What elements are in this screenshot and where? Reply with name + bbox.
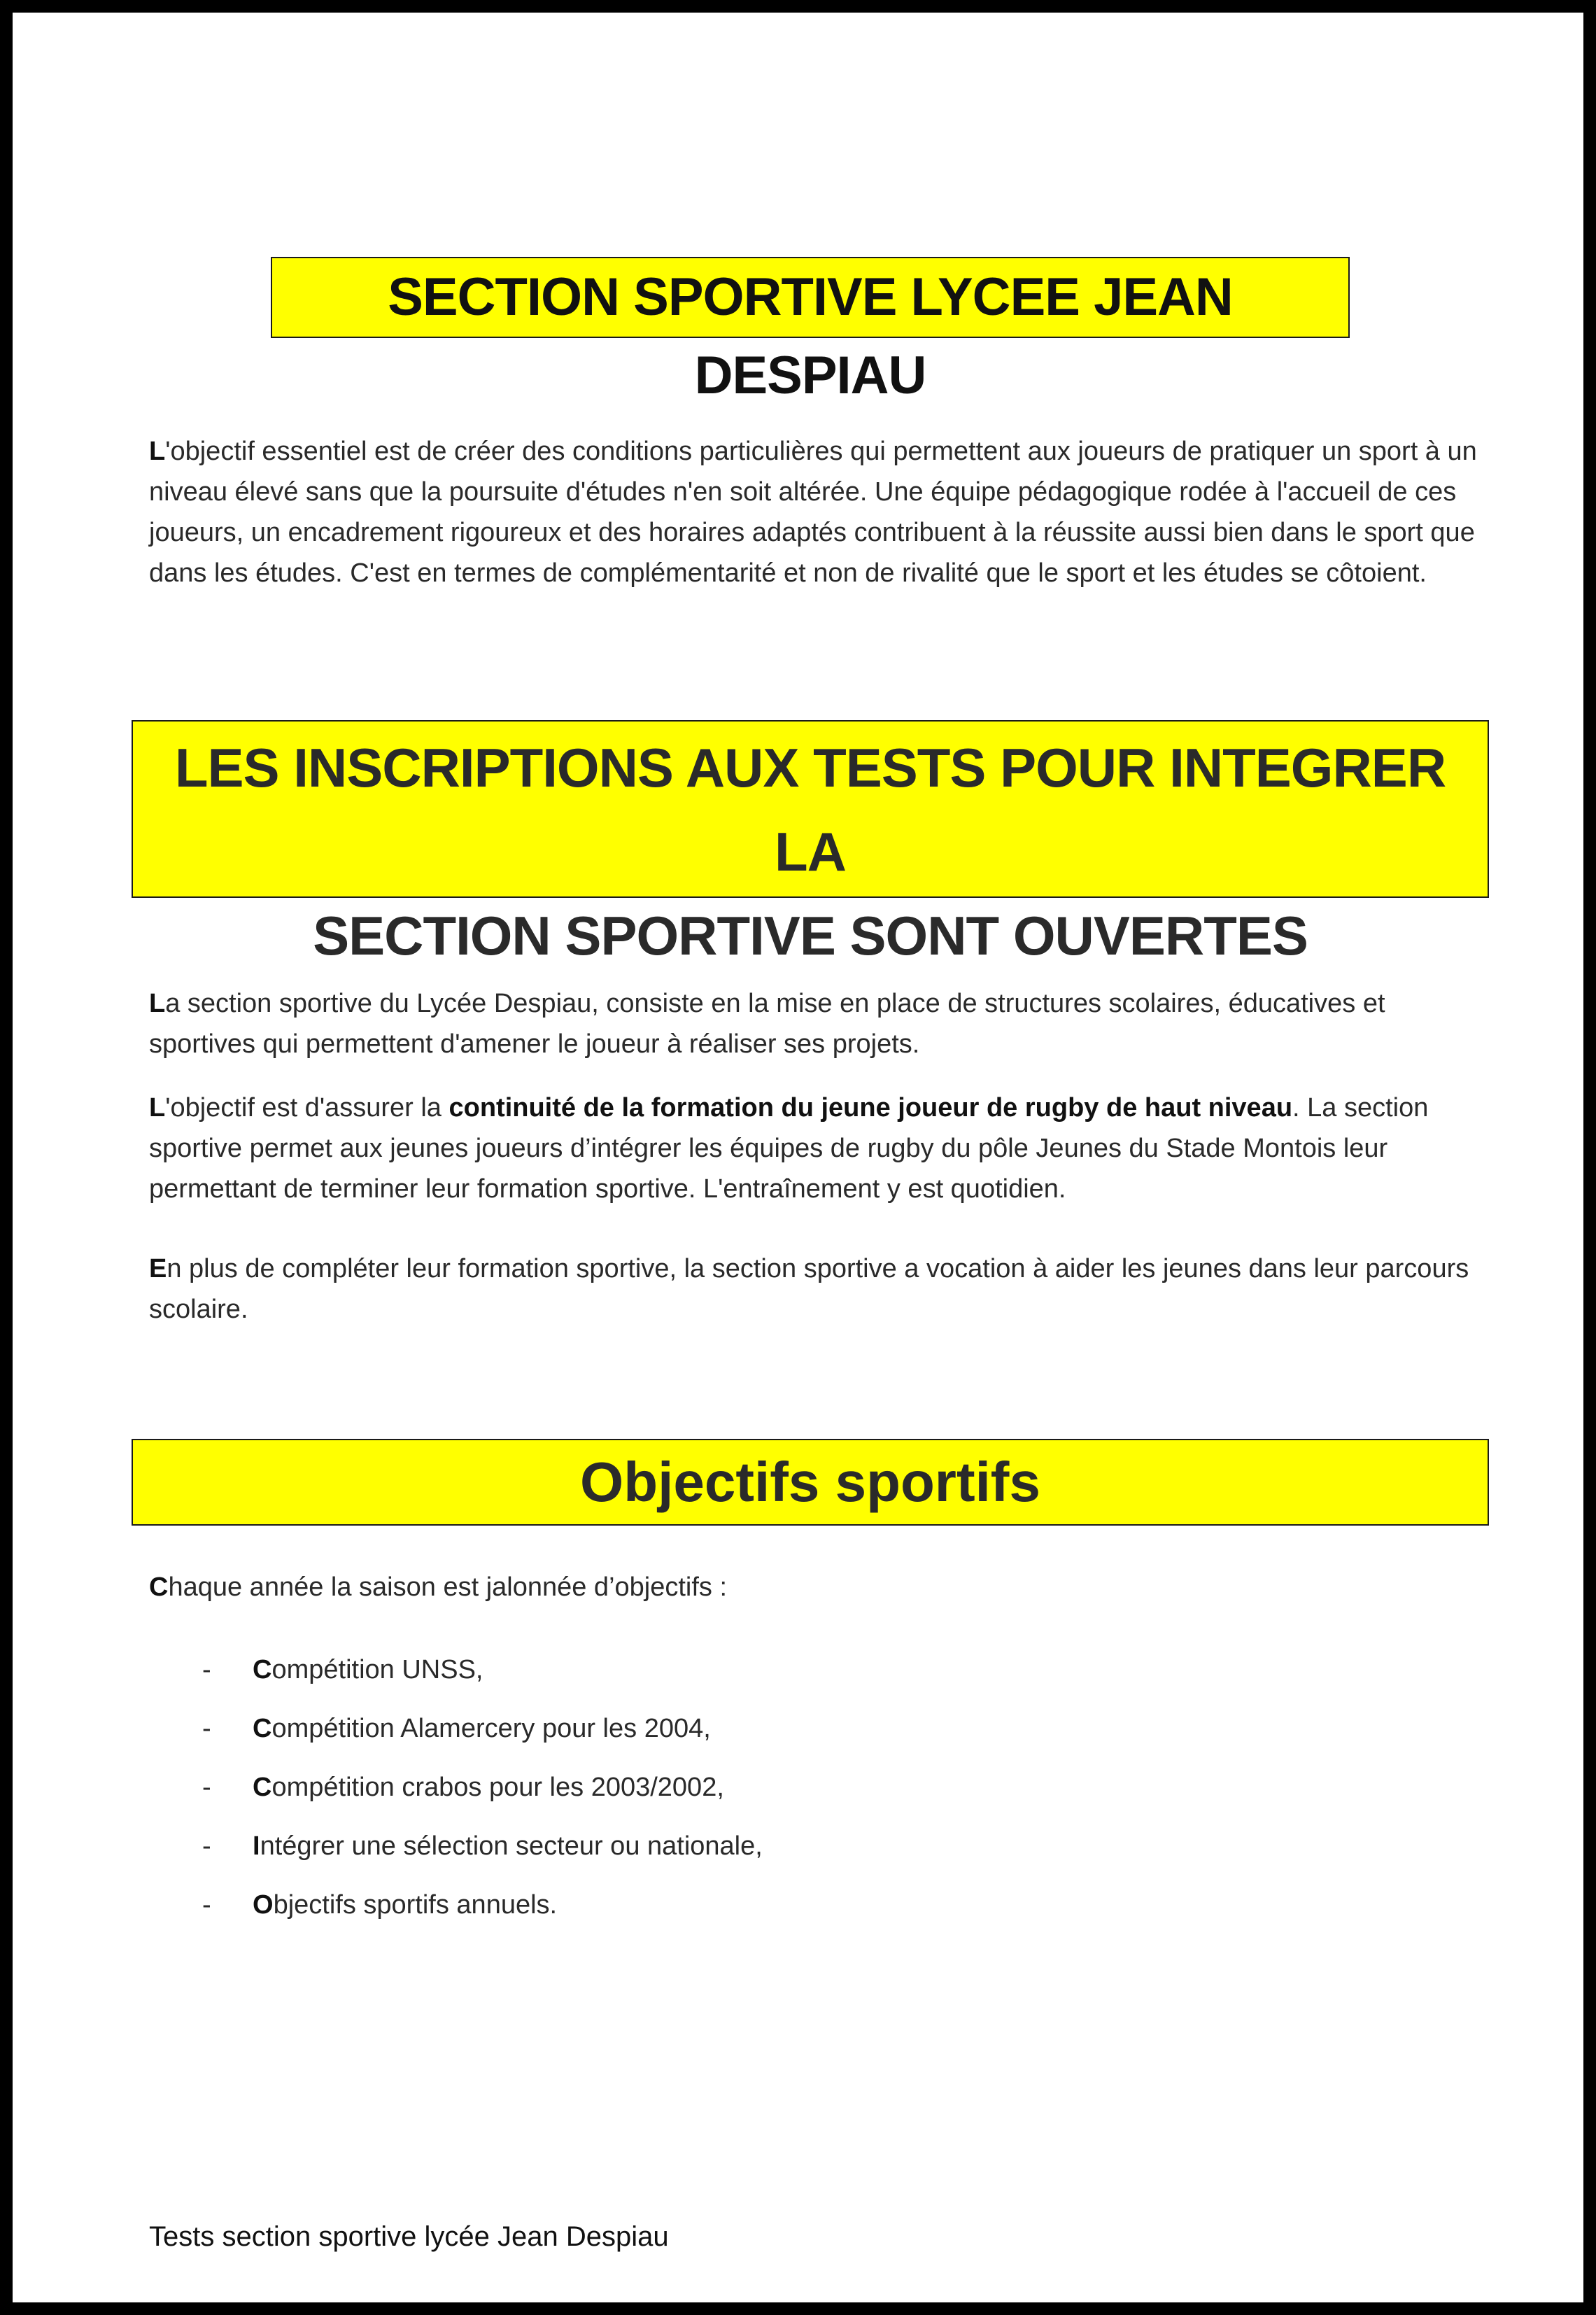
list-item-text: [253, 1649, 483, 1690]
list-item-initial: I: [253, 1831, 260, 1861]
complement-text: n plus de compléter leur formation sportive, la section sportive a vocation à aider les jeunes dans leur parcours scolaire.: [149, 1254, 1469, 1324]
list-item-initial: C: [253, 1773, 272, 1802]
season-paragraph: [149, 1567, 1478, 1607]
complement-paragraph: [149, 1248, 1478, 1330]
list-item-rest: ompétition Alamercery pour les 2004,: [271, 1714, 711, 1743]
objective-paragraph: [149, 1088, 1478, 1209]
section-description-paragraph: [149, 983, 1478, 1064]
objective-initial: L: [149, 1093, 166, 1123]
objective-bold-text: continuité de la formation du jeune joueur de rugby de haut niveau: [449, 1093, 1293, 1123]
objectifs-heading: Objectifs sportifs: [132, 1439, 1489, 1526]
list-item-rest: bjectifs sportifs annuels.: [273, 1890, 558, 1920]
intro-paragraph: [149, 431, 1478, 593]
list-dash: -: [202, 1831, 211, 1861]
list-dash: -: [202, 1714, 211, 1743]
page-footer: Tests section sportive lycée Jean Despiau: [149, 2221, 669, 2252]
list-item-text: [253, 1708, 711, 1749]
list-dash: -: [202, 1655, 211, 1684]
list-item-rest: ompétition UNSS,: [271, 1655, 483, 1684]
list-item-text: [253, 1885, 557, 1925]
list-item-text: [253, 1767, 724, 1808]
inscriptions-banner-line-2: SECTION SPORTIVE SONT OUVERTES: [313, 905, 1308, 966]
complement-initial: E: [149, 1254, 167, 1283]
list-dash: -: [202, 1773, 211, 1802]
list-item-initial: C: [253, 1714, 272, 1743]
intro-text: 'objectif essentiel est de créer des conditions particulières qui permettent aux joueurs de pratiquer un sport à un niveau élevé sans que la poursuite d'études n'en soit altérée. Une équipe pédagogique rodée à l'accueil de ces joueurs, un encadrement rigoureux et des horaires adaptés contribuent à la réussite aussi bien dans le sport que dans les études. C'est en termes de complémentarité et non de rivalité que le sport et les études se côtoient.: [149, 437, 1477, 588]
inscriptions-banner-line-1: LES INSCRIPTIONS AUX TESTS POUR INTEGRER LA: [174, 737, 1446, 882]
inscriptions-banner: [132, 720, 1489, 966]
list-item-initial: C: [253, 1655, 272, 1684]
section-description-initial: L: [149, 989, 166, 1018]
list-item-text: [253, 1826, 763, 1866]
list-item-initial: O: [253, 1890, 274, 1920]
list-item-rest: ompétition crabos pour les 2003/2002,: [271, 1773, 724, 1802]
intro-initial: L: [149, 437, 166, 466]
section-description-text: a section sportive du Lycée Despiau, consiste en la mise en place de structures scolaires, éducatives et sportives qui permettent d'amener le joueur à réaliser ses projets.: [149, 989, 1385, 1059]
objective-text-before: 'objectif est d'assurer la: [165, 1093, 449, 1123]
season-text: haque année la saison est jalonnée d’objectifs :: [168, 1572, 728, 1602]
objective-text-after: . La section sportive permet aux jeunes joueurs d’intégrer les équipes de rugby du pôle Jeunes du Stade Montois leur permettant de terminer leur formation sportive. L'entraînement y est quotidien.: [149, 1093, 1429, 1204]
list-item-rest: ntégrer une sélection secteur ou nationale,: [260, 1831, 763, 1861]
season-initial: C: [149, 1572, 169, 1602]
list-dash: -: [202, 1890, 211, 1920]
page-title: SECTION SPORTIVE LYCEE JEAN DESPIAU: [271, 257, 1350, 338]
